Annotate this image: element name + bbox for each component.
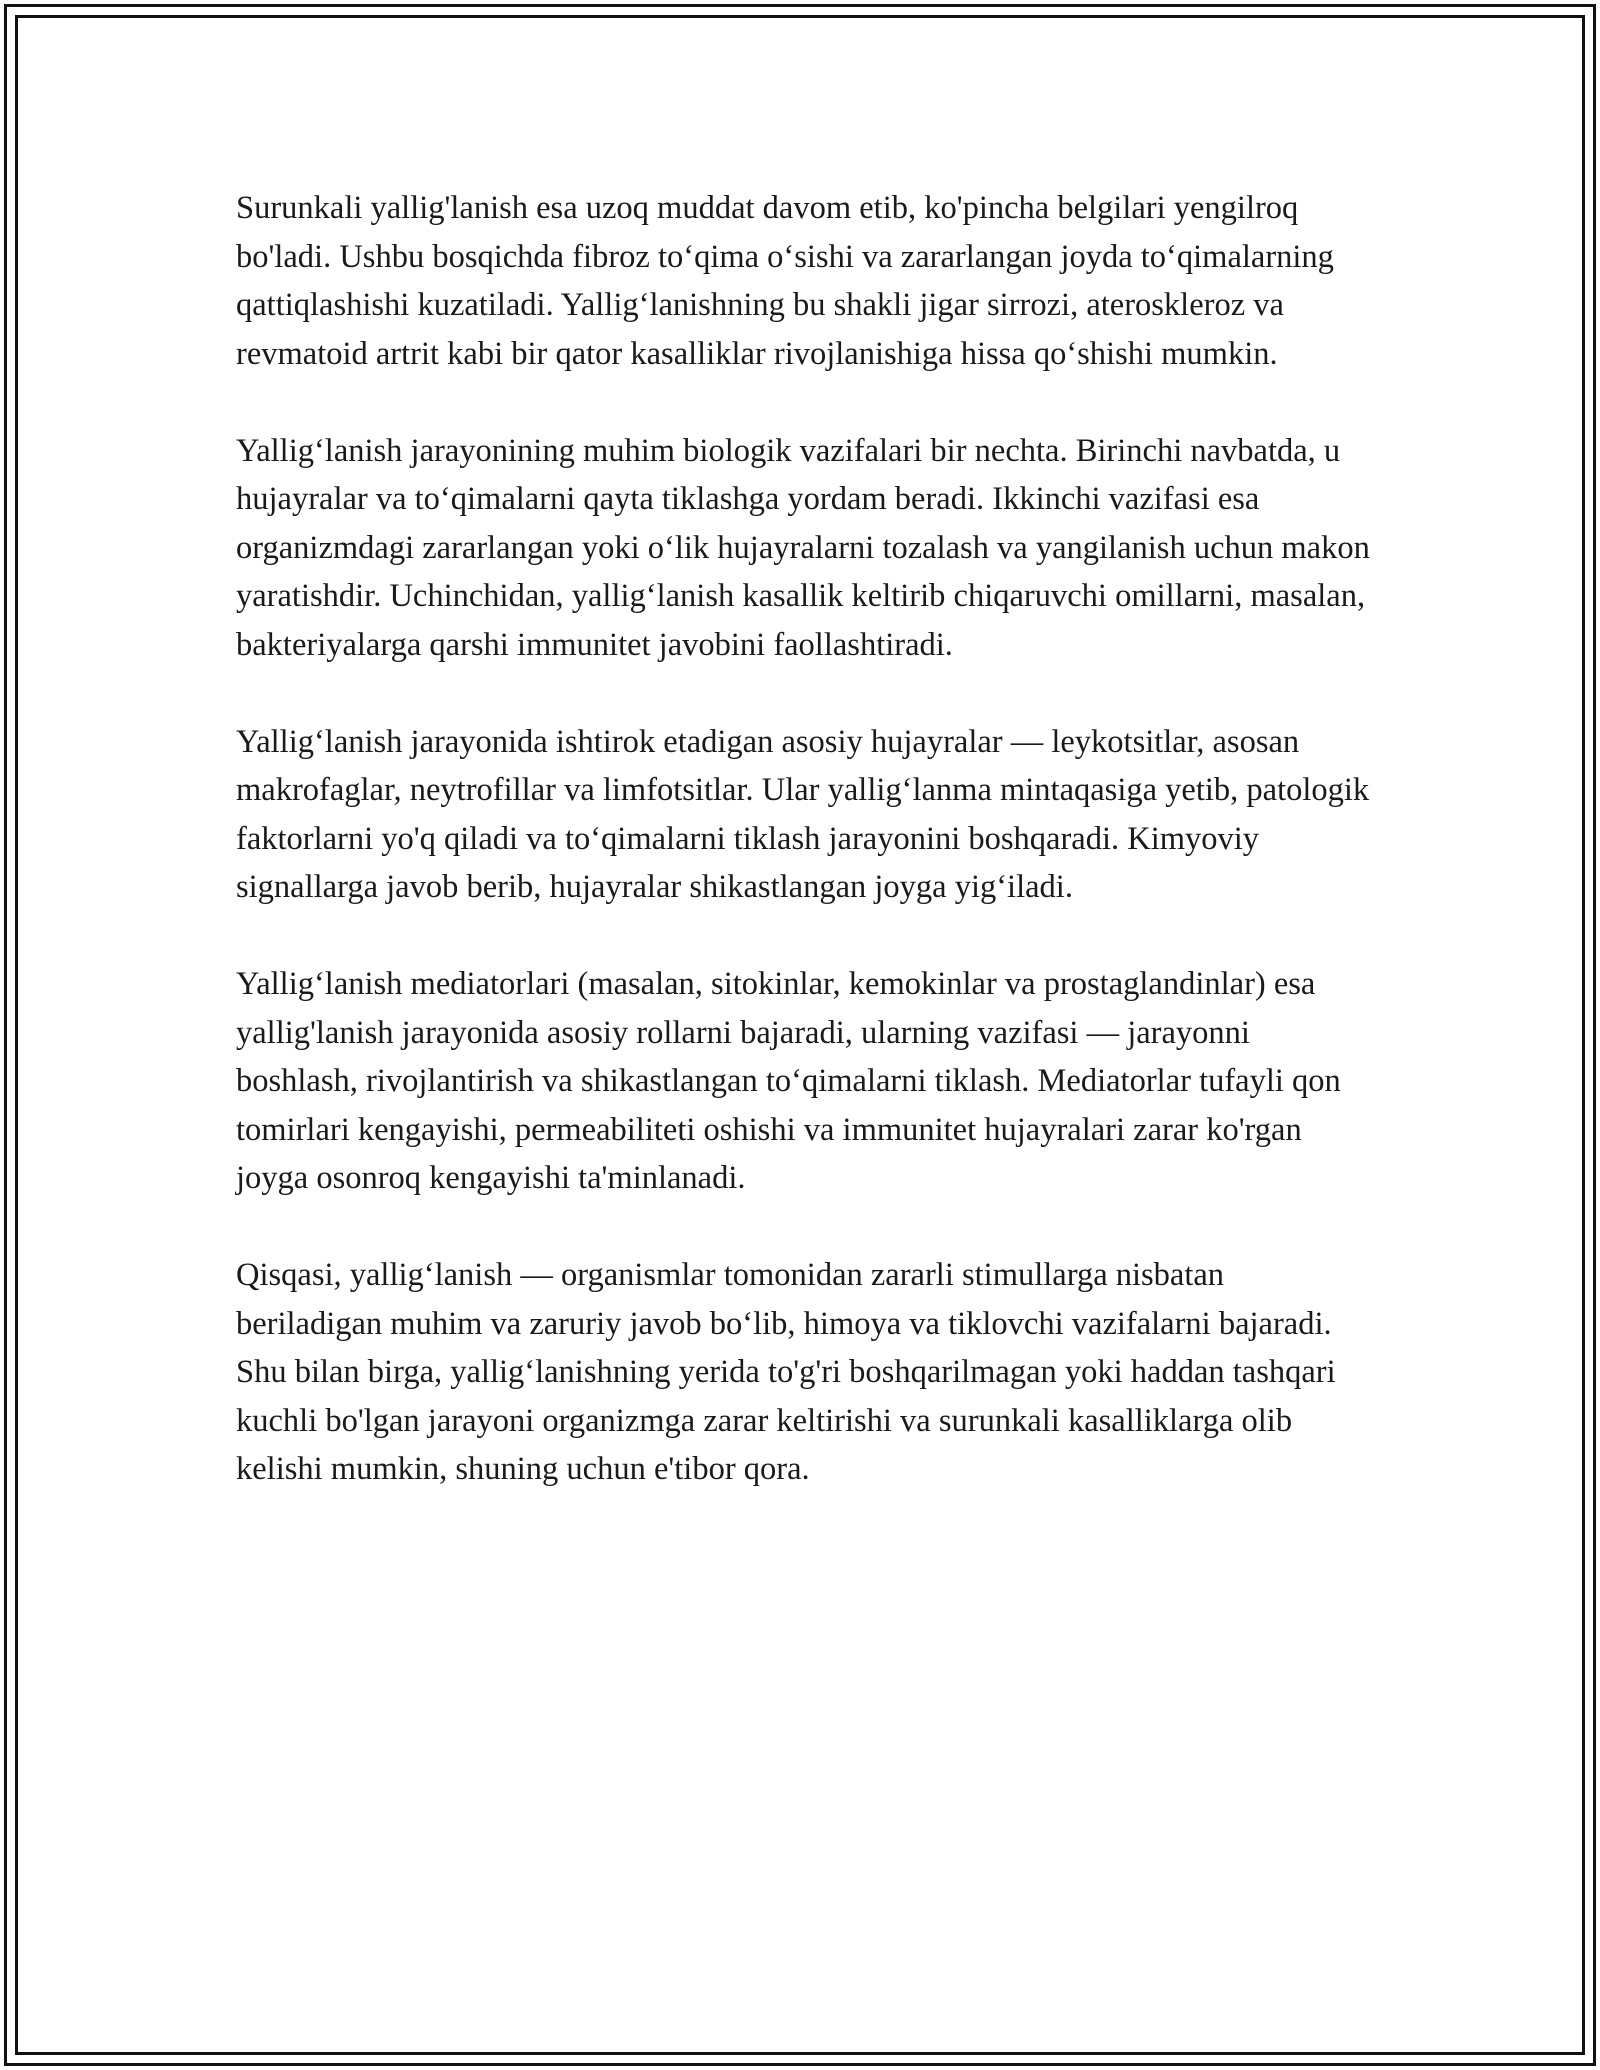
paragraph-biological-functions: Yallig‘lanish jarayonining muhim biologik vazifalari bir nechta. Birinchi navbatda, u hujayralar va to‘qimalarni qayta tiklashga yordam beradi. Ikkinchi vazifasi esa organizmdagi zararlangan yoki o‘lik hujayralarni tozalash va yangilanish uchun makon yaratishdir. Uchinchidan, yallig‘lanish kasallik keltirib chiqaruvchi omillarni, masalan, bakteriyalarga qarshi immunitet javobini faollashtiradi. xyxy=(236,432,1370,663)
paragraph-mediators: Yallig‘lanish mediatorlari (masalan, sitokinlar, kemokinlar va prostaglandinlar) esa yallig'lanish jarayonida asosiy rollarni bajaradi, ularning vazifasi — jarayonni boshlash, rivojlantirish va shikastlangan to‘qimalarni tiklash. Mediatorlar tufayli qon tomirlari kengayishi, permeabiliteti oshishi va immunitet hujayralari zarar ko'rgan joyga osonroq kengayishi ta'minlanadi. xyxy=(236,966,1341,1196)
paragraph-main-cells: Yallig‘lanish jarayonida ishtirok etadigan asosiy hujayralar — leykotsitlar, asosan makrofaglar, neytrofillar va limfotsitlar. Ular yallig‘lanma mintaqasiga yetib, patologik faktorlarni yo'q qiladi va to‘qimalarni tiklash jarayonini boshqaradi. Kimyoviy signallarga javob berib, hujayralar shikastlangan joyga yig‘iladi. xyxy=(236,723,1370,905)
document-body xyxy=(236,184,1371,1542)
paragraph-chronic-inflammation: Surunkali yallig'lanish esa uzoq muddat davom etib, ko'pincha belgilari yengilroq bo'ladi. Ushbu bosqichda fibroz to‘qima o‘sishi va zararlangan joyda to‘qimalarning qattiqlashishi kuzatiladi. Yallig‘lanishning bu shakli jigar sirrozi, ateroskleroz va revmatoid artrit kabi bir qator kasalliklar rivojlanishiga hissa qo‘shishi mumkin. xyxy=(236,190,1334,372)
paragraph-conclusion: Qisqasi, yallig‘lanish — organismlar tomonidan zararli stimullarga nisbatan beriladigan muhim va zaruriy javob bo‘lib, himoya va tiklovchi vazifalarni bajaradi. Shu bilan birga, yallig‘lanishning yerida to'g'ri boshqarilmagan yoki haddan tashqari kuchli bo'lgan jarayoni organizmga zarar keltirishi va surunkali kasalliklarga olib kelishi mumkin, shuning uchun e'tibor qora. xyxy=(236,1257,1336,1487)
